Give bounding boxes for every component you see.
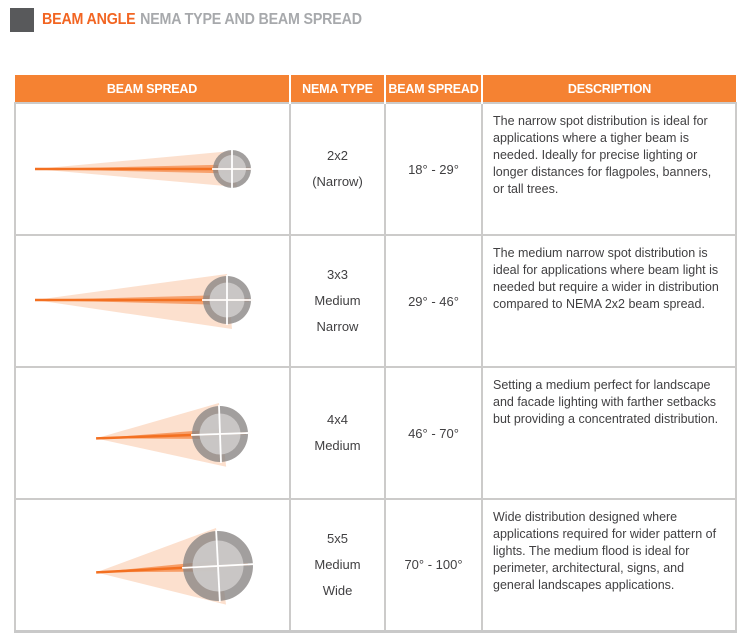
narrow-beam-icon [16, 105, 287, 233]
description-cell: The narrow spot distribution is ideal for applications where a tigher beam is needed. Ideally for precise lighting or longer distances for flagpoles, banners, or tall trees. [482, 103, 736, 235]
page-subtitle: NEMA TYPE AND BEAM SPREAD [140, 11, 362, 28]
nema-type-line: 2x2 [327, 148, 348, 163]
beam-spread-cell: 29° - 46° [385, 235, 482, 367]
nema-type-cell [290, 103, 385, 235]
nema-type-cell [290, 235, 385, 367]
nema-type-line: Medium [314, 556, 361, 572]
table-header-row [15, 75, 736, 103]
table-row [15, 367, 736, 499]
beam-angle-table [14, 75, 737, 633]
nema-type-cell [290, 367, 385, 499]
description-cell: Wide distribution designed where applications required for wider pattern of lights. The medium flood is ideal for perimeter, architectural, signs, and general landscapes applications. [482, 499, 736, 631]
beam-diagram-cell [15, 103, 290, 235]
column-header-beam-spread: BEAM SPREAD [385, 75, 482, 103]
beam-spread-cell: 70° - 100° [385, 499, 482, 631]
table-row [15, 103, 736, 235]
nema-type-line: Medium [314, 438, 361, 453]
table-row [15, 235, 736, 367]
nema-type-line: 4x4 [327, 412, 348, 427]
column-header-description: DESCRIPTION [482, 75, 736, 103]
page-title: BEAM ANGLE [42, 11, 136, 28]
description-cell: The medium narrow spot distribution is ideal for applications where beam light is needed but require a wider in distribution compared to NEMA 2x2 beam spread. [482, 235, 736, 367]
nema-type-line: 5x5 [327, 530, 348, 546]
medium-wide-beam-icon [16, 501, 287, 629]
nema-type-line: 3x3 [327, 267, 348, 282]
nema-type-line: (Narrow) [312, 174, 363, 189]
beam-diagram-cell [15, 367, 290, 499]
beam-spread-cell: 46° - 70° [385, 367, 482, 499]
beam-diagram-cell [15, 499, 290, 631]
nema-type-cell [290, 499, 385, 631]
beam-diagram-cell [15, 235, 290, 367]
beam-spread-cell: 18° - 29° [385, 103, 482, 235]
section-header [10, 8, 390, 32]
medium-narrow-beam-icon [16, 237, 287, 365]
nema-type-line: Narrow [316, 319, 359, 334]
medium-beam-icon [16, 369, 287, 497]
section-marker-icon [10, 8, 34, 32]
table-row [15, 499, 736, 631]
nema-type-line: Medium [314, 293, 361, 308]
description-cell: Setting a medium perfect for landscape and facade lighting with farther setbacks but providing a concentrated distribution. [482, 367, 736, 499]
column-header-beam-spread-diagram: BEAM SPREAD [15, 75, 290, 103]
column-header-nema-type: NEMA TYPE [290, 75, 385, 103]
nema-type-line: Wide [322, 582, 353, 598]
